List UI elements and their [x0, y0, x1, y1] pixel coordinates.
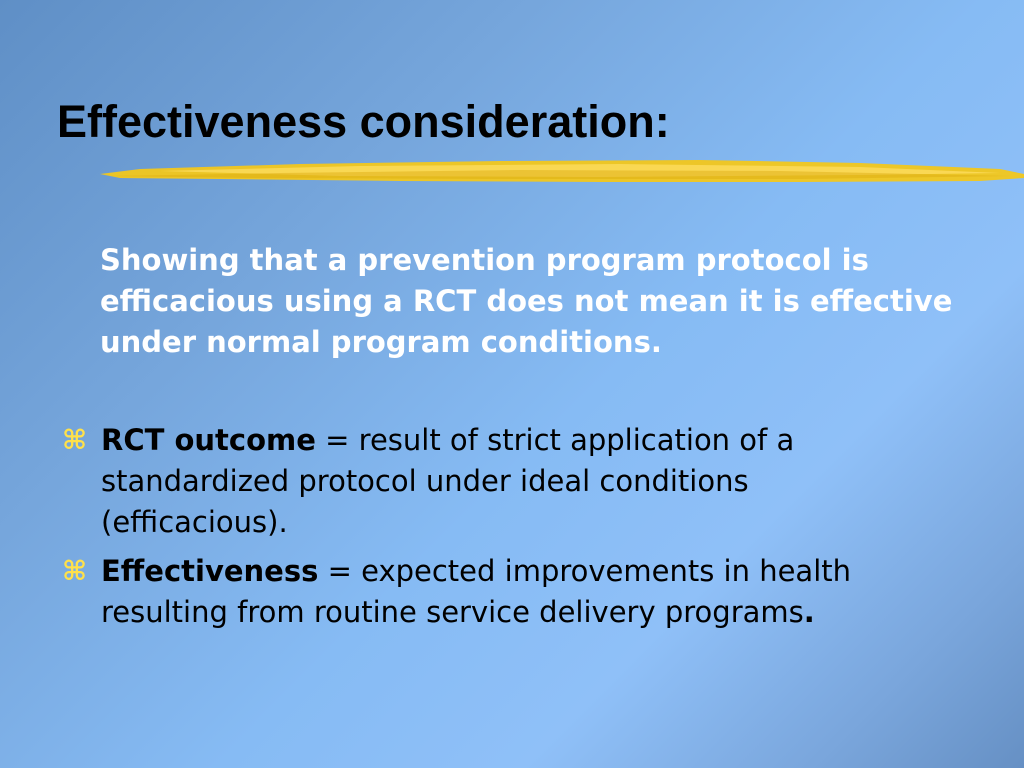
brush-underline [100, 154, 1024, 190]
bullet-rct-outcome [0, 420, 1024, 543]
bullet-effectiveness [0, 551, 1024, 633]
bullet-list [0, 420, 1024, 633]
bullet-definition: = expected improvements in health resulting from routine service delivery programs [101, 554, 852, 629]
bullet-term: Effectiveness [101, 554, 319, 588]
bullet-term: RCT outcome [101, 423, 316, 457]
place-of-interest-icon: ⌘ [62, 425, 88, 456]
place-of-interest-icon: ⌘ [62, 556, 88, 587]
bullet-tail: . [803, 595, 815, 629]
slide-title: Effectiveness consideration: [57, 96, 670, 147]
intro-paragraph: Showing that a prevention program protocol is efficacious using a RCT does not mean it is effective under normal program conditions. [100, 243, 953, 359]
bullet-definition: = result of strict application of a standardized protocol under ideal conditions (efficacious). [101, 423, 795, 539]
